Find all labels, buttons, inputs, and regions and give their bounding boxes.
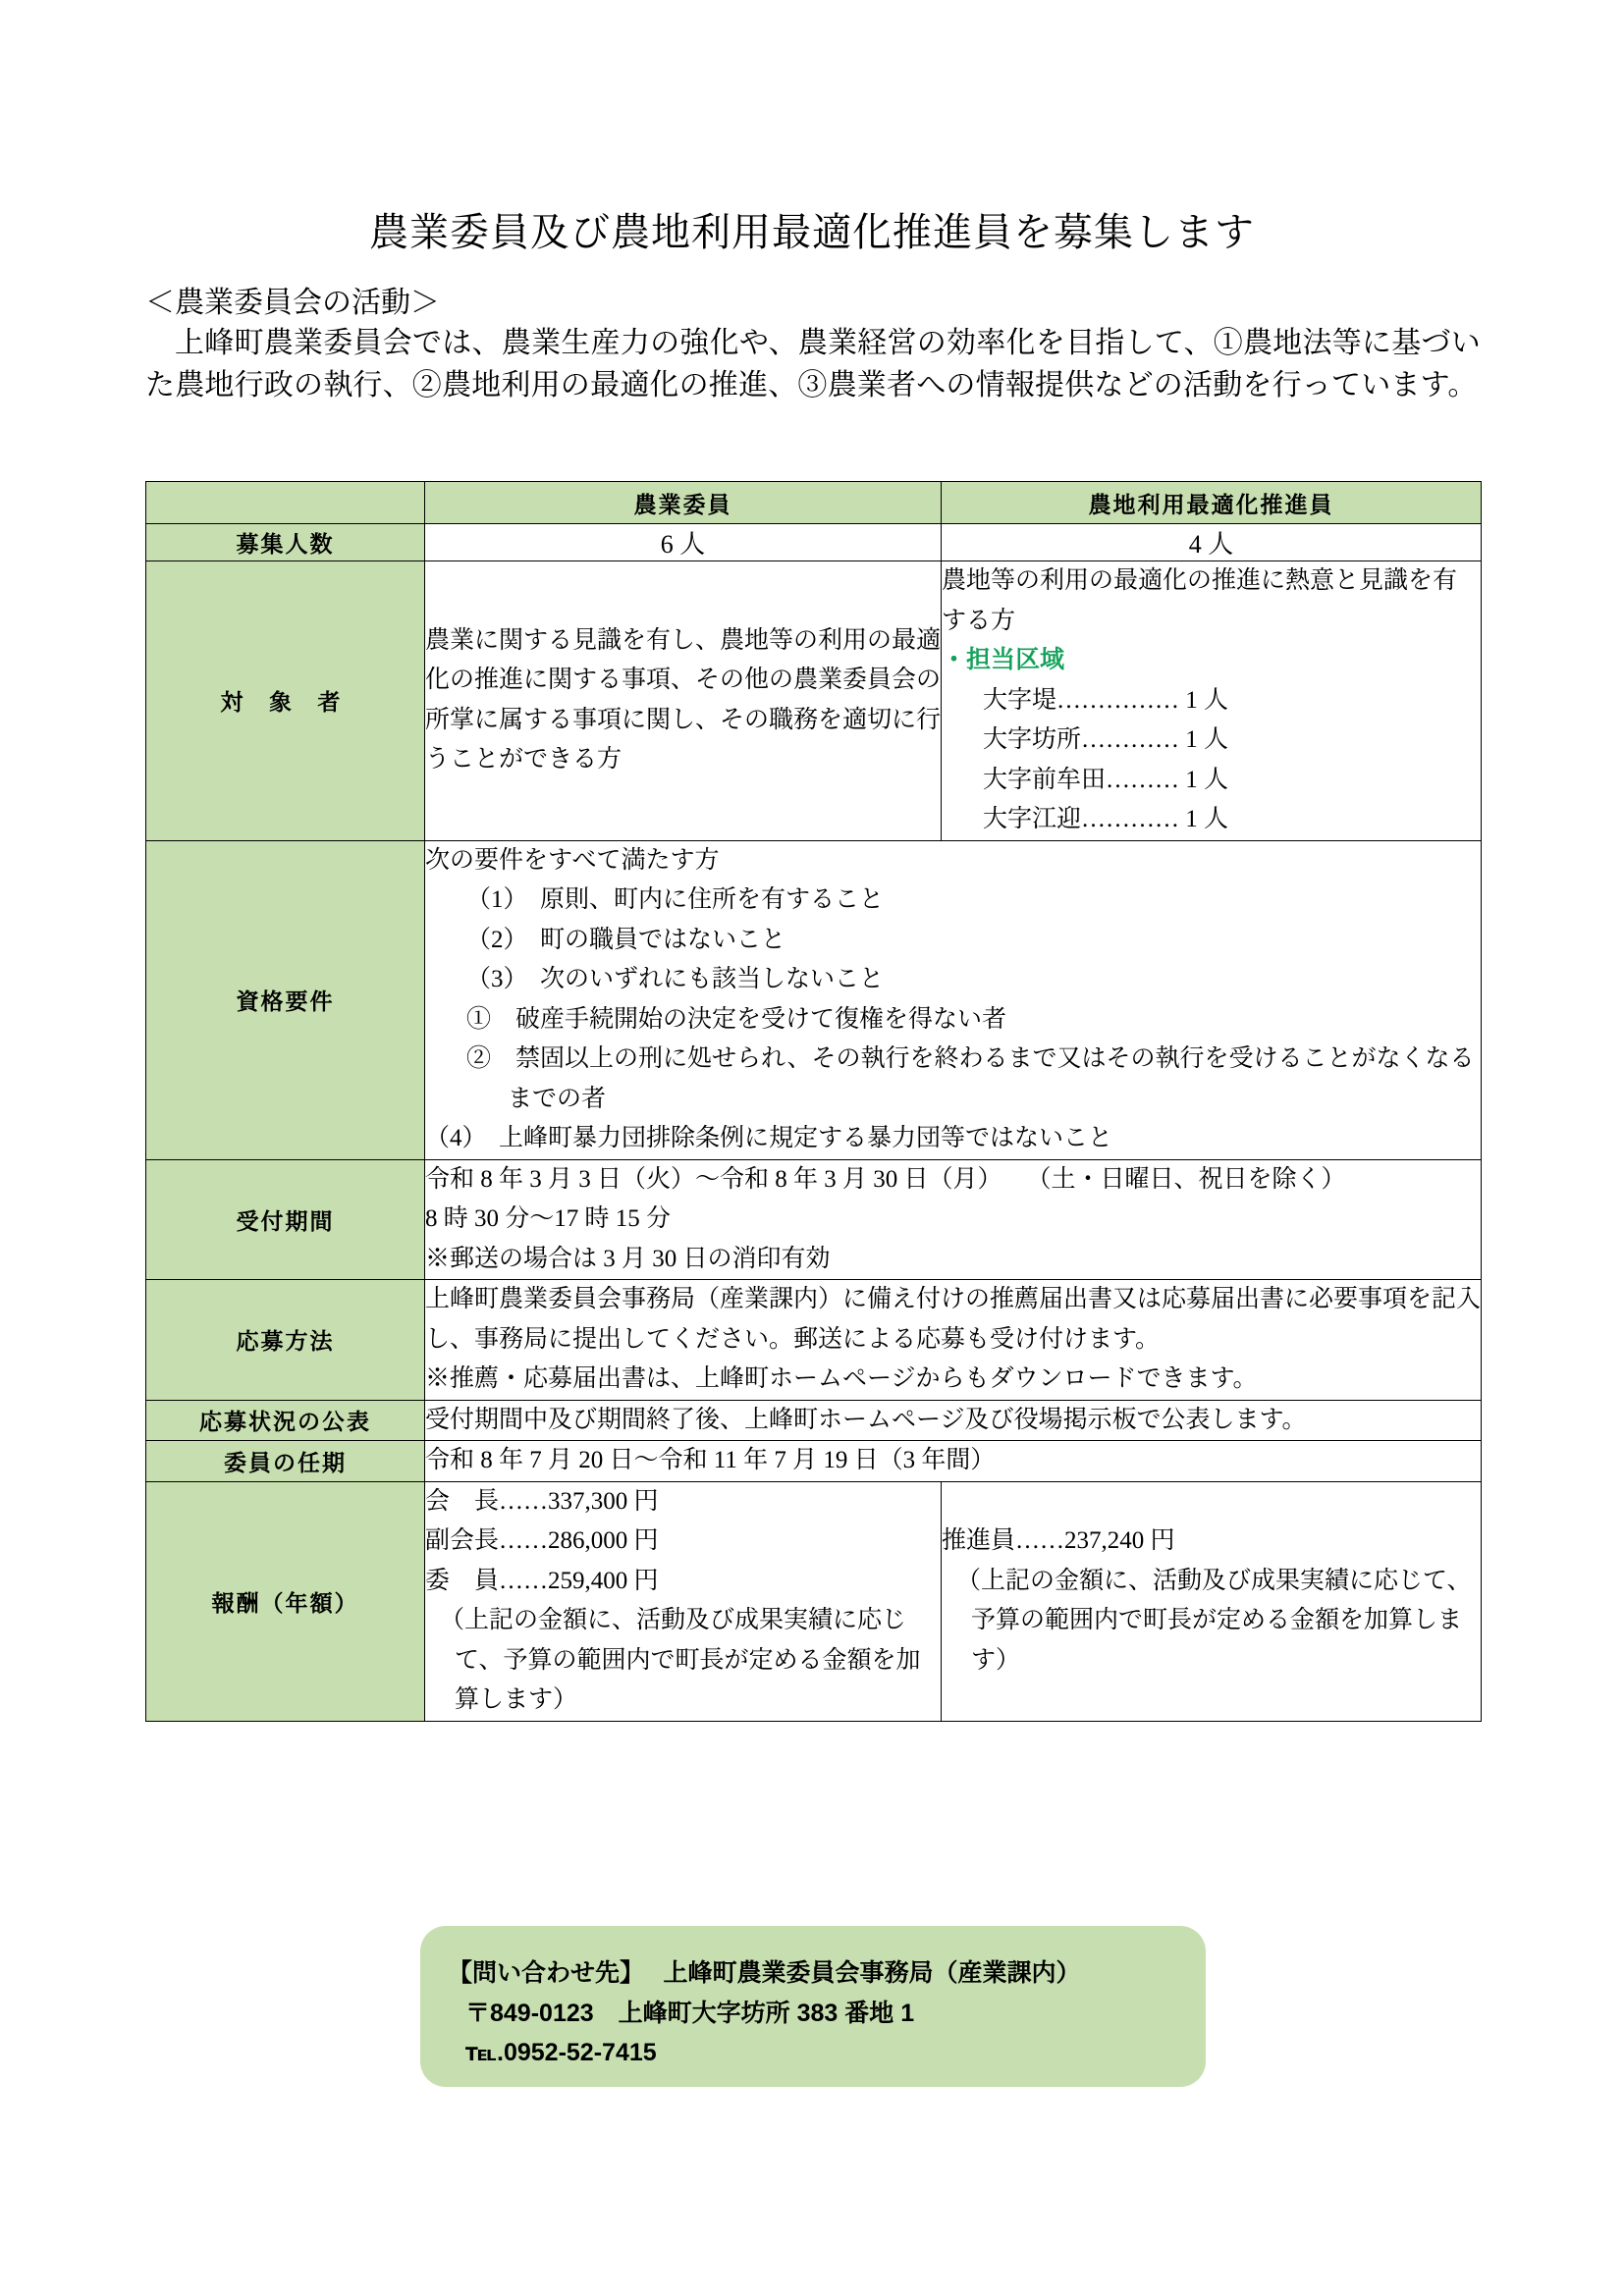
remuneration-line: 会 長……337,300 円 — [425, 1487, 659, 1515]
qualifications-intro: 次の要件をすべて満たす方 — [425, 846, 720, 874]
recruit-count-promoter: 4 人 — [942, 524, 1482, 561]
remuneration-note: （上記の金額に、活動及び成果実績に応じて、予算の範囲内で町長が定める金額を加算します） — [956, 1567, 1472, 1674]
qualifications-content — [425, 840, 1482, 1159]
column-header-agricultural-committee: 農業委員 — [425, 482, 942, 524]
row-label-qualifications: 資格要件 — [146, 840, 425, 1159]
qualifications-item-4: （4） 上峰町暴力団排除条例に規定する暴力団等ではないこと — [425, 1125, 1113, 1151]
intro-section — [145, 283, 1481, 407]
table-row-reception-period — [146, 1159, 1482, 1280]
table-corner-cell — [146, 482, 425, 524]
reception-period-line: 8 時 30 分～17 時 15 分 — [425, 1205, 672, 1232]
qualifications-sub-item: ② 禁固以上の刑に処せられ、その執行を終わるまで又はその執行を受けることがなくなるまでの者 — [466, 1045, 1475, 1112]
term-of-office-content: 令和 8 年 7 月 20 日～令和 11 年 7 月 19 日（3 年間） — [425, 1441, 1482, 1482]
row-label-status-disclosure: 応募状況の公表 — [146, 1400, 425, 1441]
remuneration-promoter — [942, 1481, 1482, 1721]
remuneration-line: 委 員……259,400 円 — [425, 1567, 659, 1594]
table-row-qualifications — [146, 840, 1482, 1159]
status-disclosure-content: 受付期間中及び期間終了後、上峰町ホームページ及び役場掲示板で公表します。 — [425, 1400, 1482, 1441]
recruitment-info-table — [145, 481, 1482, 1722]
contact-address-line: 〒849-0123 上峰町大字坊所 383 番地 1 — [465, 1999, 915, 2027]
table-row-target-person — [146, 561, 1482, 841]
intro-heading: ＜農業委員会の活動＞ — [145, 287, 440, 319]
column-header-optimization-promoter: 農地利用最適化推進員 — [942, 482, 1482, 524]
target-person-committee-text: 農業に関する見識を有し、農地等の利用の最適化の推進に関する事項、その他の農業委員会の所掌に属する事項に関し、その職務を適切に行うことができる方 — [425, 626, 942, 774]
reception-period-line: 令和 8 年 3 月 3 日（火）～令和 8 年 3 月 30 日（月） （土・日曜日、祝日を除く） — [425, 1165, 1346, 1193]
contact-office-line: 【問い合わせ先】 上峰町農業委員会事務局（産業課内） — [448, 1959, 1081, 1987]
qualifications-sub-item: ① 破産手続開始の決定を受けて復権を得ない者 — [466, 1005, 1007, 1033]
row-label-reception-period: 受付期間 — [146, 1159, 425, 1280]
contact-info-box — [420, 1926, 1206, 2087]
target-person-promoter — [942, 561, 1482, 841]
table-row-status-disclosure — [146, 1400, 1482, 1441]
qualifications-item: （1） 原則、町内に住所を有すること — [466, 886, 885, 913]
table-row-term-of-office — [146, 1441, 1482, 1482]
application-method-line: 上峰町農業委員会事務局（産業課内）に備え付けの推薦届出書又は応募届出書に必要事項を記入し、事務局に提出してください。郵送による応募も受け付けます。 — [425, 1286, 1482, 1353]
application-method-content — [425, 1280, 1482, 1401]
table-row-remuneration — [146, 1481, 1482, 1721]
qualifications-item: （2） 町の職員ではないこと — [466, 926, 786, 953]
target-person-committee — [425, 561, 942, 841]
reception-period-line: ※郵送の場合は 3 月 30 日の消印有効 — [425, 1245, 831, 1272]
row-label-remuneration: 報酬（年額） — [146, 1481, 425, 1721]
contact-phone-line: ℡.0952-52-7415 — [465, 2039, 657, 2066]
target-person-promoter-intro: 農地等の利用の最適化の推進に熱意と見識を有する方 — [942, 567, 1458, 634]
row-label-term-of-office: 委員の任期 — [146, 1441, 425, 1482]
recruit-count-committee: 6 人 — [425, 524, 942, 561]
remuneration-note: （上記の金額に、活動及び成果実績に応じて、予算の範囲内で町長が定める金額を加算します） — [440, 1607, 921, 1713]
intro-body: 上峰町農業委員会では、農業生産力の強化や、農業経営の効率化を目指して、①農地法等に基づいた農地行政の執行、②農地利用の最適化の推進、③農業者への情報提供などの活動を行っています。 — [145, 327, 1481, 401]
assigned-area-heading: ・担当区域 — [942, 647, 1065, 673]
remuneration-committee — [425, 1481, 942, 1721]
assigned-area-item: 大字坊所………… 1 人 — [983, 726, 1229, 753]
row-label-application-method: 応募方法 — [146, 1280, 425, 1401]
assigned-area-item: 大字江迎………… 1 人 — [983, 806, 1229, 832]
page-title: 農業委員及び農地利用最適化推進員を募集します — [369, 209, 1255, 254]
table-header-row — [146, 482, 1482, 524]
row-label-recruit-count: 募集人数 — [146, 524, 425, 561]
row-label-target-person: 対 象 者 — [146, 561, 425, 841]
reception-period-content — [425, 1159, 1482, 1280]
application-method-line: ※推薦・応募届出書は、上峰町ホームページからもダウンロードできます。 — [425, 1365, 1258, 1392]
assigned-area-item: 大字前牟田……… 1 人 — [983, 766, 1229, 793]
remuneration-line: 副会長……286,000 円 — [425, 1527, 659, 1554]
table-row-application-method — [146, 1280, 1482, 1401]
table-row-recruit-count — [146, 524, 1482, 561]
remuneration-line: 推進員……237,240 円 — [942, 1527, 1175, 1554]
qualifications-item: （3） 次のいずれにも該当しないこと — [466, 966, 885, 992]
assigned-area-item: 大字堤…………… 1 人 — [983, 686, 1229, 714]
